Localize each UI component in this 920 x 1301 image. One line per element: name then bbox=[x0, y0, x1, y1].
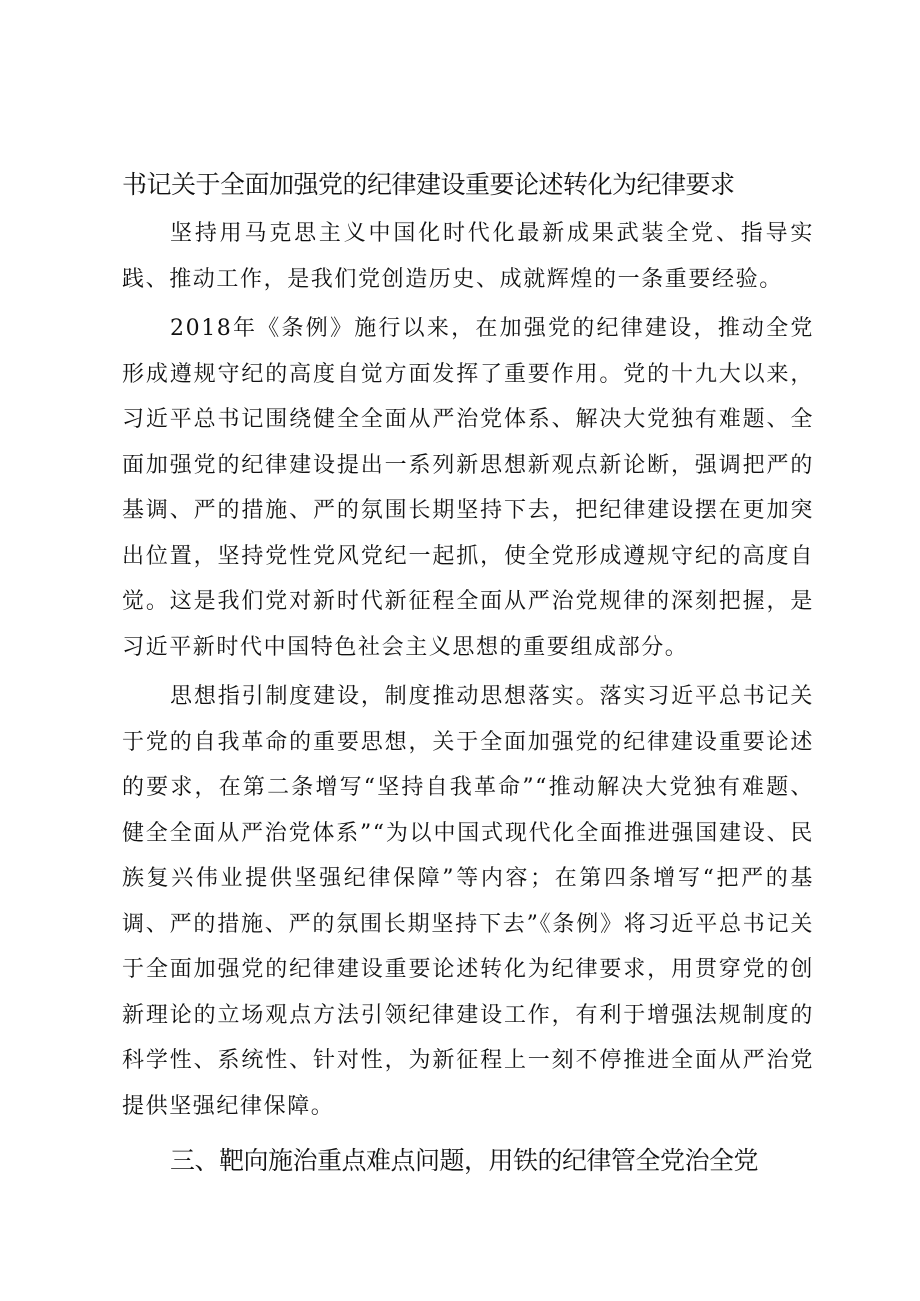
document-body bbox=[122, 163, 814, 1187]
paragraph-3: 思想指引制度建设，制度推动思想落实。落实习近平总书记关于党的自我革命的重要思想，关于全面加强党的纪律建设重要论述的要求，在第二条增写“坚持自我革命”“推动解决大党独有难题、健全全面从严治党体系”“为以中国式现代化全面推进强国建设、民族复兴伟业提供坚强纪律保障”等内容；在第四条增写“把严的基调、严的措施、严的氛围长期坚持下去”《条例》将习近平总书记关于全面加强党的纪律建设重要论述转化为纪律要求，用贯穿党的创新理论的立场观点方法引领纪律建设工作，有利于增强法规制度的科学性、系统性、针对性，为新征程上一刻不停推进全面从严治党提供坚强纪律保障。 bbox=[122, 684, 814, 1119]
section-heading: 三、靶向施治重点难点问题，用铁的纪律管全党治全党 bbox=[170, 1146, 759, 1175]
paragraph-2: 2018年《条例》施行以来，在加强党的纪律建设，推动全党形成遵规守纪的高度自觉方面发挥了重要作用。党的十九大以来，习近平总书记围绕健全全面从严治党体系、解决大党独有难题、全面加强党的纪律建设提出一系列新思想新观点新论断，强调把严的基调、严的措施、严的氛围长期坚持下去，把纪律建设摆在更加突出位置，坚持党性党风党纪一起抓，使全党形成遵规守纪的高度自觉。这是我们党对新时代新征程全面从严治党规律的深刻把握，是习近平新时代中国特色社会主义思想的重要组成部分。 bbox=[122, 316, 814, 660]
paragraph-1: 坚持用马克思主义中国化时代化最新成果武装全党、指导实践、推动工作，是我们党创造历史、成就辉煌的一条重要经验。 bbox=[122, 221, 814, 292]
document-heading: 书记关于全面加强党的纪律建设重要论述转化为纪律要求 bbox=[122, 170, 735, 199]
